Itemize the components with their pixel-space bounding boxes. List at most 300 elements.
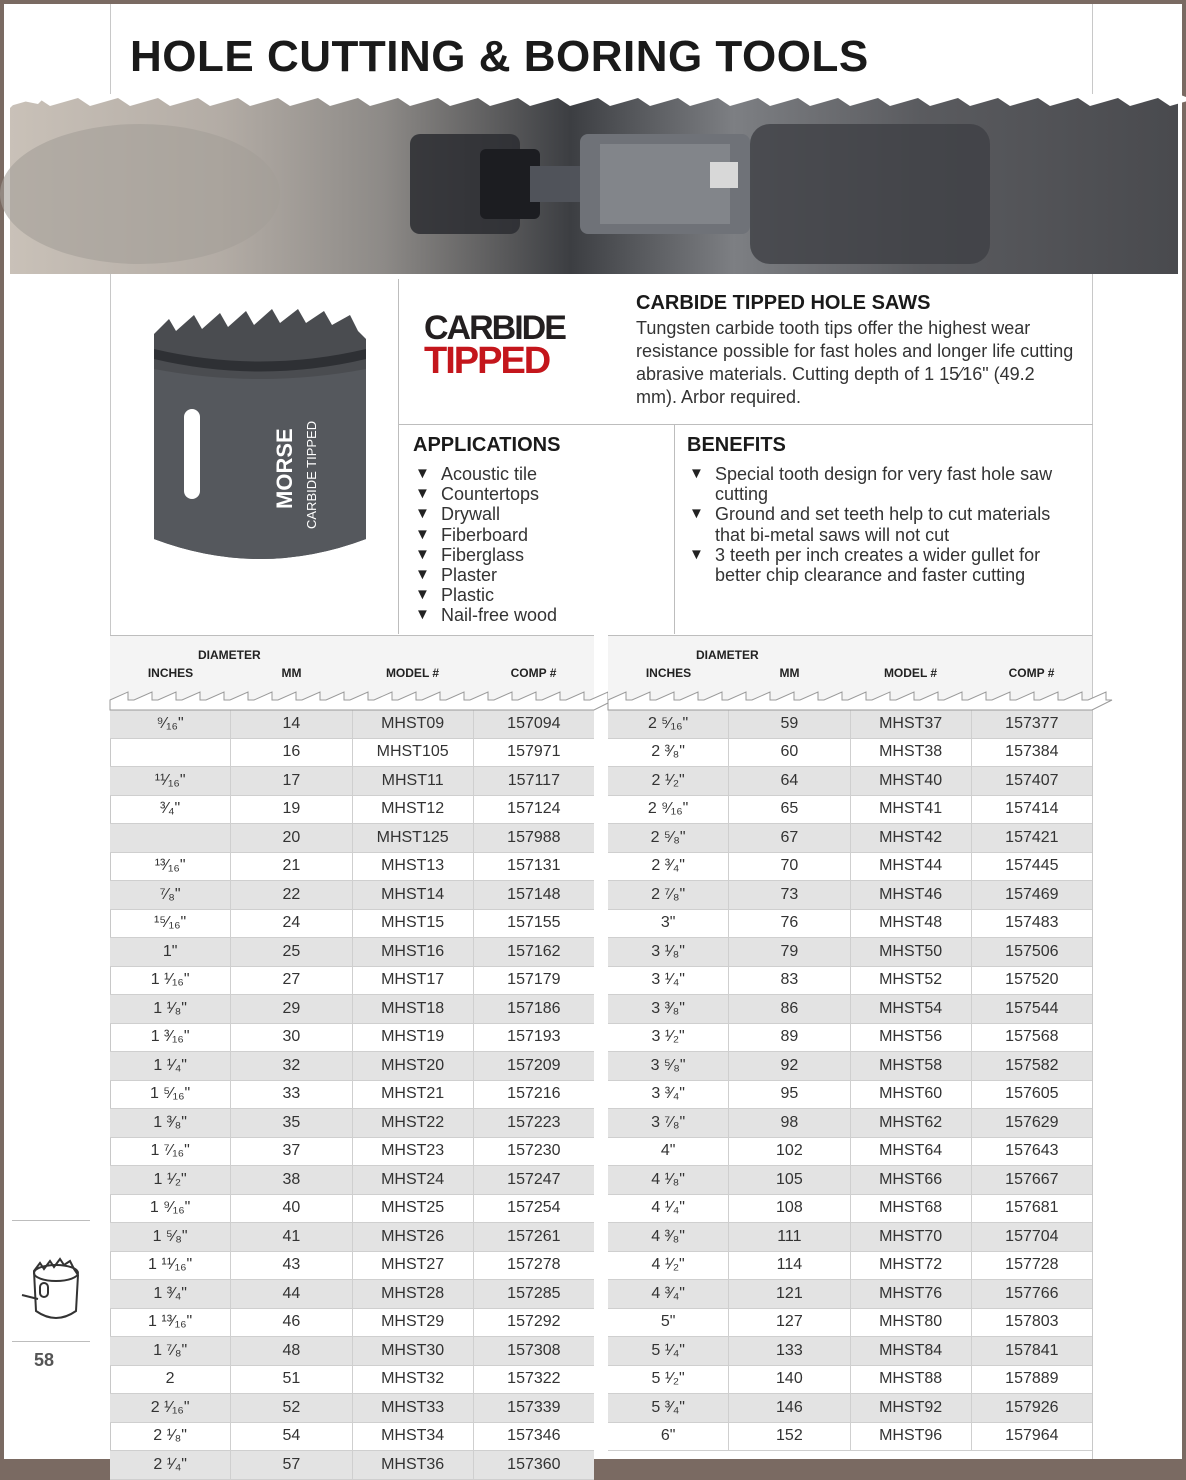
table-row xyxy=(110,938,594,967)
model-cell: MHST40 xyxy=(851,767,972,795)
comp-cell: 157360 xyxy=(507,1455,561,1473)
mm-cell: 102 xyxy=(729,1138,850,1166)
saw-teeth-divider xyxy=(110,686,594,710)
table-row xyxy=(608,1109,1092,1138)
comp-cell: 157667 xyxy=(1005,1170,1059,1188)
mm-cell: 41 xyxy=(231,1223,352,1251)
mm-cell: 70 xyxy=(729,853,850,881)
table-row xyxy=(110,995,594,1024)
model-cell: MHST70 xyxy=(851,1223,972,1251)
mm-cell: 43 xyxy=(231,1252,352,1280)
inches-cell xyxy=(110,824,231,852)
inches-cell: 3" xyxy=(608,910,729,938)
inches-cell: 1 ³⁄₄" xyxy=(110,1280,231,1308)
mm-cell: 54 xyxy=(231,1423,352,1451)
mm-cell: 27 xyxy=(231,967,352,995)
inches-cell: 1 ¹⁄₈" xyxy=(110,995,231,1023)
inches-cell: ⁷⁄₈" xyxy=(110,881,231,909)
logo-line-1: CARBIDE xyxy=(424,309,565,347)
comp-cell: 157483 xyxy=(1005,914,1059,932)
inches-cell: 1 ⁷⁄₁₆" xyxy=(110,1138,231,1166)
inches-cell: 1 ⁷⁄₈" xyxy=(110,1337,231,1365)
mm-cell: 89 xyxy=(729,1024,850,1052)
inches-cell: 3 ¹⁄₈" xyxy=(608,938,729,966)
mm-cell: 44 xyxy=(231,1280,352,1308)
model-cell: MHST54 xyxy=(851,995,972,1023)
comp-cell: 157124 xyxy=(507,800,561,818)
mm-cell: 32 xyxy=(231,1052,352,1080)
inches-cell: 1 ¹⁄₁₆" xyxy=(110,967,231,995)
applications-panel xyxy=(398,424,675,634)
model-cell: MHST24 xyxy=(353,1166,474,1194)
table-row xyxy=(608,1166,1092,1195)
mm-cell: 127 xyxy=(729,1309,850,1337)
mm-cell: 146 xyxy=(729,1394,850,1422)
inches-cell: 4" xyxy=(608,1138,729,1166)
model-cell: MHST48 xyxy=(851,910,972,938)
saw-blade-drill-illustration xyxy=(10,94,1178,274)
applications-list xyxy=(413,464,557,626)
mm-cell: 73 xyxy=(729,881,850,909)
mm-cell: 152 xyxy=(729,1423,850,1451)
comp-cell: 157339 xyxy=(507,1398,561,1416)
page-title: HOLE CUTTING & BORING TOOLS xyxy=(130,32,869,81)
table-row xyxy=(608,938,1092,967)
model-cell: MHST62 xyxy=(851,1109,972,1137)
table-row xyxy=(608,710,1092,739)
inches-cell: 2 ¹⁄₄" xyxy=(110,1451,231,1479)
comp-cell: 157728 xyxy=(1005,1256,1059,1274)
comp-cell: 157988 xyxy=(507,828,561,846)
inches-header: INCHES xyxy=(147,666,194,680)
mm-cell: 37 xyxy=(231,1138,352,1166)
table-row xyxy=(608,1052,1092,1081)
comp-cell: 157971 xyxy=(507,743,561,761)
inches-cell: 2 ¹⁄₂" xyxy=(608,767,729,795)
mm-cell: 16 xyxy=(231,739,352,767)
table-row xyxy=(110,967,594,996)
side-hole-saw-icon xyxy=(12,1220,90,1342)
table-row xyxy=(608,1309,1092,1338)
list-item: ▼ Fiberboard xyxy=(413,525,557,545)
model-cell: MHST15 xyxy=(353,910,474,938)
inches-cell: 5" xyxy=(608,1309,729,1337)
model-cell: MHST26 xyxy=(353,1223,474,1251)
list-item: ▼ Special tooth design for very fast hole saw cutting xyxy=(687,464,1083,504)
table-row xyxy=(110,1109,594,1138)
table-row xyxy=(608,1394,1092,1423)
model-cell: MHST41 xyxy=(851,796,972,824)
mm-cell: 51 xyxy=(231,1366,352,1394)
inches-cell: 1 ³⁄₈" xyxy=(110,1109,231,1137)
carbide-tipped-logo xyxy=(424,309,604,382)
table-row xyxy=(110,796,594,825)
model-cell: MHST50 xyxy=(851,938,972,966)
mm-cell: 38 xyxy=(231,1166,352,1194)
model-cell: MHST42 xyxy=(851,824,972,852)
model-cell: MHST60 xyxy=(851,1081,972,1109)
table-row xyxy=(110,1309,594,1338)
model-cell: MHST58 xyxy=(851,1052,972,1080)
comp-cell: 157117 xyxy=(507,771,560,789)
inches-cell: 2 ⁹⁄₁₆" xyxy=(608,796,729,824)
inches-cell: 2 ⁷⁄₈" xyxy=(608,881,729,909)
comp-cell: 157155 xyxy=(507,914,561,932)
table-row xyxy=(110,1337,594,1366)
product-brand-text: MORSE xyxy=(272,428,297,509)
table-row xyxy=(110,1366,594,1395)
comp-cell: 157926 xyxy=(1005,1398,1059,1416)
model-cell: MHST23 xyxy=(353,1138,474,1166)
mm-cell: 59 xyxy=(729,710,850,738)
model-cell: MHST29 xyxy=(353,1309,474,1337)
comp-cell: 157445 xyxy=(1005,857,1059,875)
inches-cell: 5 ³⁄₄" xyxy=(608,1394,729,1422)
product-label-text: CARBIDE TIPPED xyxy=(304,420,319,529)
model-cell: MHST72 xyxy=(851,1252,972,1280)
table-row xyxy=(608,995,1092,1024)
mm-cell: 52 xyxy=(231,1394,352,1422)
table-row xyxy=(608,1423,1092,1452)
comp-cell: 157803 xyxy=(1005,1313,1059,1331)
mm-cell: 105 xyxy=(729,1166,850,1194)
inches-cell: 4 ³⁄₈" xyxy=(608,1223,729,1251)
comp-cell: 157193 xyxy=(507,1028,561,1046)
list-item: ▼ Drywall xyxy=(413,504,557,524)
model-cell: MHST12 xyxy=(353,796,474,824)
benefits-list xyxy=(687,464,1083,585)
inches-cell: 2 ⁵⁄₈" xyxy=(608,824,729,852)
model-cell: MHST14 xyxy=(353,881,474,909)
table-row xyxy=(608,1280,1092,1309)
model-cell: MHST84 xyxy=(851,1337,972,1365)
table-row xyxy=(608,1223,1092,1252)
table-header xyxy=(110,635,594,710)
diameter-header: DIAMETER xyxy=(696,648,759,662)
comp-cell: 157377 xyxy=(1005,714,1059,732)
mm-cell: 86 xyxy=(729,995,850,1023)
inches-cell: ¹¹⁄₁₆" xyxy=(110,767,231,795)
comp-cell: 157841 xyxy=(1005,1341,1059,1359)
comp-cell: 157506 xyxy=(1005,942,1059,960)
table-row xyxy=(110,1138,594,1167)
inches-cell: 6" xyxy=(608,1423,729,1451)
mm-cell: 21 xyxy=(231,853,352,881)
model-cell: MHST64 xyxy=(851,1138,972,1166)
mm-cell: 133 xyxy=(729,1337,850,1365)
catalog-page xyxy=(4,4,1182,1473)
mm-cell: 92 xyxy=(729,1052,850,1080)
list-item: ▼ Ground and set teeth help to cut materials that bi-metal saws will not cut xyxy=(687,504,1083,544)
model-cell: MHST80 xyxy=(851,1309,972,1337)
table-row xyxy=(608,739,1092,768)
inches-cell xyxy=(110,739,231,767)
mm-cell: 121 xyxy=(729,1280,850,1308)
comp-cell: 157889 xyxy=(1005,1370,1059,1388)
comp-cell: 157414 xyxy=(1005,800,1059,818)
comp-cell: 157186 xyxy=(507,999,561,1017)
model-cell: MHST88 xyxy=(851,1366,972,1394)
list-item: ▼ Acoustic tile xyxy=(413,464,557,484)
comp-cell: 157568 xyxy=(1005,1028,1059,1046)
inches-cell: 3 ¹⁄₂" xyxy=(608,1024,729,1052)
table-row xyxy=(110,1394,594,1423)
model-cell: MHST11 xyxy=(353,767,474,795)
model-cell: MHST18 xyxy=(353,995,474,1023)
inches-cell: 2 ¹⁄₈" xyxy=(110,1423,231,1451)
mm-header: MM xyxy=(779,666,800,680)
comp-header: COMP # xyxy=(510,666,557,680)
mm-header: MM xyxy=(281,666,302,680)
table-row xyxy=(110,1423,594,1452)
description-title: CARBIDE TIPPED HOLE SAWS xyxy=(636,292,931,314)
table-row xyxy=(110,853,594,882)
model-cell: MHST105 xyxy=(353,739,474,767)
list-item: ▼ Fiberglass xyxy=(413,545,557,565)
comp-cell: 157209 xyxy=(507,1056,561,1074)
comp-cell: 157094 xyxy=(507,714,561,732)
benefits-title: BENEFITS xyxy=(687,434,786,456)
inches-cell: ⁹⁄₁₆" xyxy=(110,710,231,738)
model-cell: MHST36 xyxy=(353,1451,474,1479)
table-row xyxy=(110,910,594,939)
table-row xyxy=(110,1081,594,1110)
table-row xyxy=(608,1366,1092,1395)
mm-cell: 30 xyxy=(231,1024,352,1052)
comp-cell: 157322 xyxy=(507,1370,561,1388)
model-cell: MHST44 xyxy=(851,853,972,881)
table-row xyxy=(608,1024,1092,1053)
diameter-header: DIAMETER xyxy=(198,648,261,662)
model-cell: MHST09 xyxy=(353,710,474,738)
table-row xyxy=(608,1081,1092,1110)
mm-cell: 76 xyxy=(729,910,850,938)
comp-cell: 157216 xyxy=(507,1085,561,1103)
model-cell: MHST19 xyxy=(353,1024,474,1052)
model-cell: MHST13 xyxy=(353,853,474,881)
left-product-table xyxy=(110,635,594,1480)
inches-cell: 2 ³⁄₈" xyxy=(608,739,729,767)
inches-cell: ¹³⁄₁₆" xyxy=(110,853,231,881)
mm-cell: 64 xyxy=(729,767,850,795)
inches-cell: 1 ⁵⁄₈" xyxy=(110,1223,231,1251)
comp-cell: 157148 xyxy=(507,885,561,903)
inches-cell: 1 ¹³⁄₁₆" xyxy=(110,1309,231,1337)
model-cell: MHST28 xyxy=(353,1280,474,1308)
model-cell: MHST17 xyxy=(353,967,474,995)
list-item: ▼ Plastic xyxy=(413,585,557,605)
table-row xyxy=(608,1138,1092,1167)
table-row xyxy=(608,853,1092,882)
mm-cell: 25 xyxy=(231,938,352,966)
mm-cell: 79 xyxy=(729,938,850,966)
model-cell: MHST34 xyxy=(353,1423,474,1451)
mm-cell: 83 xyxy=(729,967,850,995)
model-header: MODEL # xyxy=(883,666,938,680)
table-row xyxy=(110,1252,594,1281)
mm-cell: 95 xyxy=(729,1081,850,1109)
table-row xyxy=(110,1451,594,1480)
model-cell: MHST25 xyxy=(353,1195,474,1223)
mm-cell: 67 xyxy=(729,824,850,852)
inches-cell: 2 xyxy=(110,1366,231,1394)
mm-cell: 22 xyxy=(231,881,352,909)
inches-header: INCHES xyxy=(645,666,692,680)
mm-cell: 114 xyxy=(729,1252,850,1280)
mm-cell: 24 xyxy=(231,910,352,938)
model-cell: MHST20 xyxy=(353,1052,474,1080)
table-row xyxy=(608,1252,1092,1281)
mm-cell: 20 xyxy=(231,824,352,852)
table-row xyxy=(608,967,1092,996)
comp-cell: 157469 xyxy=(1005,885,1059,903)
comp-cell: 157162 xyxy=(507,942,561,960)
table-row xyxy=(110,1223,594,1252)
model-cell: MHST68 xyxy=(851,1195,972,1223)
inches-cell: 3 ⁷⁄₈" xyxy=(608,1109,729,1137)
list-item: ▼ Countertops xyxy=(413,484,557,504)
comp-cell: 157520 xyxy=(1005,971,1059,989)
table-row xyxy=(608,881,1092,910)
table-row xyxy=(608,796,1092,825)
hole-saw-product-image xyxy=(114,279,400,634)
list-item: ▼ Nail-free wood xyxy=(413,605,557,625)
logo-line-2: TIPPED xyxy=(424,340,550,382)
list-item: ▼ 3 teeth per inch creates a wider gullet for better chip clearance and faster cutting xyxy=(687,545,1083,585)
comp-cell: 157261 xyxy=(507,1227,561,1245)
comp-cell: 157407 xyxy=(1005,771,1059,789)
inches-cell: 1 ³⁄₁₆" xyxy=(110,1024,231,1052)
mm-cell: 65 xyxy=(729,796,850,824)
comp-cell: 157247 xyxy=(507,1170,561,1188)
model-cell: MHST22 xyxy=(353,1109,474,1137)
table-row xyxy=(110,1195,594,1224)
model-cell: MHST27 xyxy=(353,1252,474,1280)
model-cell: MHST16 xyxy=(353,938,474,966)
comp-cell: 157605 xyxy=(1005,1085,1059,1103)
saw-teeth-divider xyxy=(608,686,1092,710)
table-row xyxy=(608,910,1092,939)
table-row xyxy=(110,710,594,739)
comp-cell: 157292 xyxy=(507,1313,561,1331)
model-cell: MHST52 xyxy=(851,967,972,995)
comp-cell: 157285 xyxy=(507,1284,561,1302)
comp-cell: 157681 xyxy=(1005,1199,1059,1217)
mm-cell: 108 xyxy=(729,1195,850,1223)
mm-cell: 29 xyxy=(231,995,352,1023)
benefits-panel xyxy=(674,424,1093,634)
model-cell: MHST32 xyxy=(353,1366,474,1394)
comp-cell: 157179 xyxy=(507,971,561,989)
inches-cell: 1 ⁹⁄₁₆" xyxy=(110,1195,231,1223)
inches-cell: 1 ¹¹⁄₁₆" xyxy=(110,1252,231,1280)
inches-cell: 1" xyxy=(110,938,231,966)
inches-cell: 4 ³⁄₄" xyxy=(608,1280,729,1308)
inches-cell: 3 ¹⁄₄" xyxy=(608,967,729,995)
comp-cell: 157223 xyxy=(507,1113,561,1131)
table-row xyxy=(608,1337,1092,1366)
model-cell: MHST125 xyxy=(353,824,474,852)
model-cell: MHST56 xyxy=(851,1024,972,1052)
mm-cell: 46 xyxy=(231,1309,352,1337)
table-row xyxy=(110,1024,594,1053)
list-item: ▼ Plaster xyxy=(413,565,557,585)
table-row xyxy=(608,767,1092,796)
mm-cell: 17 xyxy=(231,767,352,795)
comp-cell: 157421 xyxy=(1005,828,1059,846)
inches-cell: 2 ³⁄₄" xyxy=(608,853,729,881)
table-row xyxy=(110,767,594,796)
comp-cell: 157766 xyxy=(1005,1284,1059,1302)
mm-cell: 98 xyxy=(729,1109,850,1137)
model-cell: MHST33 xyxy=(353,1394,474,1422)
comp-cell: 157582 xyxy=(1005,1056,1059,1074)
table-row xyxy=(110,1280,594,1309)
comp-cell: 157131 xyxy=(507,857,561,875)
table-row xyxy=(110,1166,594,1195)
model-cell: MHST96 xyxy=(851,1423,972,1451)
inches-cell: 1 ⁵⁄₁₆" xyxy=(110,1081,231,1109)
hero-banner-image xyxy=(10,94,1178,274)
comp-header: COMP # xyxy=(1008,666,1055,680)
comp-cell: 157964 xyxy=(1005,1427,1059,1445)
model-cell: MHST38 xyxy=(851,739,972,767)
model-cell: MHST46 xyxy=(851,881,972,909)
inches-cell: 1 ¹⁄₂" xyxy=(110,1166,231,1194)
mm-cell: 33 xyxy=(231,1081,352,1109)
comp-cell: 157544 xyxy=(1005,999,1059,1017)
model-cell: MHST76 xyxy=(851,1280,972,1308)
table-row xyxy=(608,824,1092,853)
hole-saw-icon xyxy=(114,279,400,634)
mm-cell: 57 xyxy=(231,1451,352,1479)
mm-cell: 60 xyxy=(729,739,850,767)
table-row xyxy=(608,1195,1092,1224)
mm-cell: 48 xyxy=(231,1337,352,1365)
page-number: 58 xyxy=(34,1350,55,1370)
right-product-table xyxy=(608,635,1092,1451)
comp-cell: 157308 xyxy=(507,1341,561,1359)
table-row xyxy=(110,739,594,768)
model-cell: MHST37 xyxy=(851,710,972,738)
comp-cell: 157346 xyxy=(507,1427,561,1445)
model-cell: MHST92 xyxy=(851,1394,972,1422)
inches-cell: 1 ¹⁄₄" xyxy=(110,1052,231,1080)
inches-cell: 4 ¹⁄₂" xyxy=(608,1252,729,1280)
model-cell: MHST66 xyxy=(851,1166,972,1194)
comp-cell: 157384 xyxy=(1005,743,1059,761)
table-row xyxy=(110,824,594,853)
inches-cell: 4 ¹⁄₄" xyxy=(608,1195,729,1223)
inches-cell: 2 ⁵⁄₁₆" xyxy=(608,710,729,738)
inches-cell: ¹⁵⁄₁₆" xyxy=(110,910,231,938)
inches-cell: 5 ¹⁄₄" xyxy=(608,1337,729,1365)
description-text: Tungsten carbide tooth tips offer the highest wear resistance possible for fast holes and longer life cutting abrasive materials. Cutting depth of 1 15⁄16" (49.2 mm). Arbor required. xyxy=(636,318,1074,407)
model-header: MODEL # xyxy=(385,666,440,680)
table-row xyxy=(110,881,594,910)
table-row xyxy=(110,1052,594,1081)
comp-cell: 157254 xyxy=(507,1199,561,1217)
model-cell: MHST21 xyxy=(353,1081,474,1109)
mm-cell: 19 xyxy=(231,796,352,824)
model-cell: MHST30 xyxy=(353,1337,474,1365)
mm-cell: 14 xyxy=(231,710,352,738)
inches-cell: 3 ⁵⁄₈" xyxy=(608,1052,729,1080)
inches-cell: 3 ³⁄₄" xyxy=(608,1081,729,1109)
inches-cell: 5 ¹⁄₂" xyxy=(608,1366,729,1394)
right-table-body xyxy=(608,710,1092,1451)
inches-cell: 4 ¹⁄₈" xyxy=(608,1166,729,1194)
